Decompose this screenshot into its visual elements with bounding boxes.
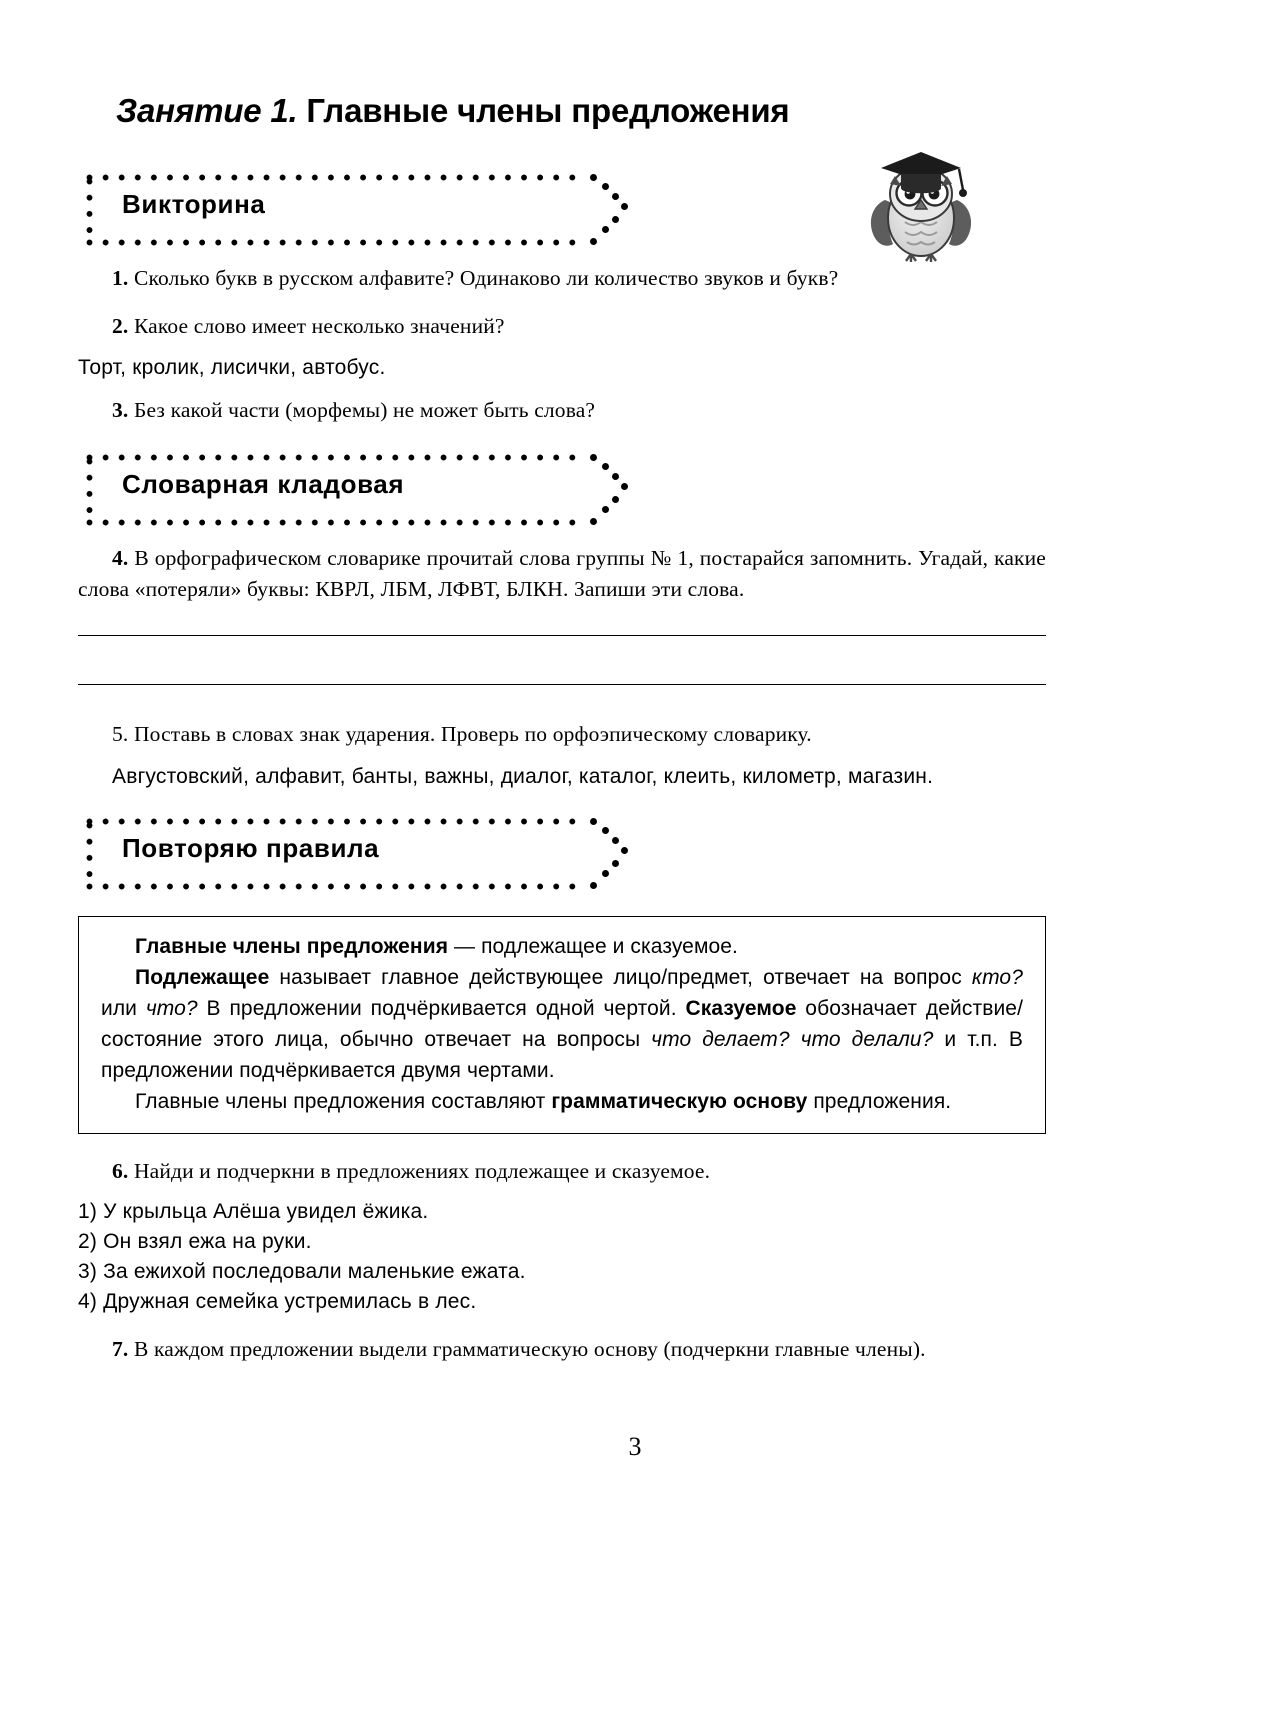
- quiz-question-1-number: 1.: [112, 266, 129, 290]
- banner-dots-bottom: [86, 519, 578, 526]
- rule-line-3-a: Главные члены предложения составляют: [135, 1090, 552, 1113]
- banner-arrow-dot: [602, 226, 609, 233]
- task-5-number: 5.: [112, 722, 129, 746]
- section-banner-vocabulary: [78, 454, 1046, 526]
- rule-question-chto: что?: [145, 997, 198, 1020]
- list-item: 4) Дружная семейка устремилась в лес.: [78, 1290, 477, 1313]
- banner-arrow-dot: [612, 473, 619, 480]
- lesson-number: Занятие 1.: [116, 92, 298, 129]
- rule-question-kto: кто?: [971, 966, 1023, 989]
- banner-arrow-dot: [612, 496, 619, 503]
- rule-question-chto-delaet: что делает? что делали?: [651, 1028, 934, 1051]
- quiz-question-2-number: 2.: [112, 314, 129, 338]
- banner-arrow-dot: [612, 193, 619, 200]
- banner-arrow-dot: [590, 518, 597, 525]
- quiz-question-3: [78, 395, 1046, 426]
- page-title: [116, 92, 1046, 130]
- rule-line-2-a: называет главное действующее лицо/предмет, отвечает на вопрос: [269, 966, 972, 989]
- banner-arrow-dot: [602, 827, 609, 834]
- banner-arrow-dot: [612, 860, 619, 867]
- rule-line-3-b: предложения.: [807, 1090, 952, 1113]
- banner-dots-top: [86, 174, 578, 181]
- task-7-number: 7.: [112, 1337, 129, 1361]
- banner-arrow-dot: [590, 882, 597, 889]
- banner-arrow-dot: [590, 174, 597, 181]
- rule-line-2-e: и т.п. В предложении подчёркивается двумя чертами.: [101, 1028, 1023, 1082]
- rule-box: [78, 916, 1046, 1134]
- banner-dots-left: [86, 822, 93, 886]
- task-6-text: Найди и подчеркни в предложениях подлежащее и сказуемое.: [128, 1159, 711, 1183]
- answer-lines-task-4: [78, 635, 1046, 685]
- task-5-text: Поставь в словах знак ударения. Проверь по орфоэпическому словарику.: [128, 722, 812, 746]
- task-7: [78, 1334, 1046, 1365]
- quiz-question-1-text: Сколько букв в русском алфавите? Одинаково ли количество звуков и букв?: [128, 266, 839, 290]
- answer-line[interactable]: [78, 684, 1046, 685]
- task-5: [78, 719, 1046, 750]
- banner-arrow-dot: [602, 183, 609, 190]
- task-4-number: 4.: [112, 546, 129, 570]
- quiz-question-1: [78, 263, 1046, 294]
- rule-term-main-members: Главные члены предложения: [135, 935, 449, 958]
- page-content: [78, 92, 1046, 1365]
- banner-arrow-dot: [590, 454, 597, 461]
- quiz-question-2-text: Какое слово имеет несколько значений?: [128, 314, 505, 338]
- page-number: 3: [628, 1432, 642, 1461]
- banner-label-quiz: Викторина: [122, 189, 266, 219]
- rule-line-3: [101, 1086, 1023, 1117]
- banner-arrow-dot: [612, 216, 619, 223]
- task-5-words: Августовский, алфавит, банты, важны, диалог, каталог, клеить, километр, магазин.: [112, 765, 934, 788]
- task-6-sentence-list: [78, 1197, 1046, 1317]
- rule-line-1-rest: — подлежащее и сказуемое.: [448, 935, 738, 958]
- banner-arrow-dot: [621, 203, 628, 210]
- quiz-question-3-number: 3.: [112, 398, 129, 422]
- banner-dots-bottom: [86, 883, 578, 890]
- banner-label-rules: Повторяю правила: [122, 833, 380, 863]
- quiz-question-2-words: Торт, кролик, лисички, автобус.: [78, 356, 386, 379]
- banner-dots-top: [86, 818, 578, 825]
- rule-line-2-b: или: [101, 997, 146, 1020]
- banner-label-vocabulary: Словарная кладовая: [122, 469, 405, 499]
- banner-dots-bottom: [86, 239, 578, 246]
- answer-line[interactable]: [78, 635, 1046, 636]
- rule-term-grammatical-basis: грамматическую основу: [551, 1090, 808, 1113]
- list-item: 2) Он взял ежа на руки.: [78, 1230, 312, 1253]
- banner-dots-left: [86, 178, 93, 242]
- banner-dots-left: [86, 458, 93, 522]
- rule-line-2-c: В предложении подчёркивается одной чертой.: [197, 997, 686, 1020]
- rule-line-1: [101, 931, 1023, 962]
- section-banner-rules: [78, 818, 1046, 890]
- section-banner-quiz: [78, 174, 1046, 246]
- task-4: [78, 543, 1046, 605]
- task-6-number: 6.: [112, 1159, 129, 1183]
- list-item: 3) За ежихой последовали маленькие ежата.: [78, 1260, 526, 1283]
- rule-line-2: [101, 962, 1023, 1086]
- lesson-heading: Главные члены предложения: [297, 92, 790, 129]
- banner-arrow-dot: [602, 870, 609, 877]
- banner-arrow-dot: [590, 238, 597, 245]
- banner-arrow-dot: [590, 818, 597, 825]
- banner-arrow-dot: [621, 847, 628, 854]
- quiz-question-2: [78, 311, 1046, 342]
- task-4-text: В орфографическом словарике прочитай слова группы № 1, постарайся запомнить. Угадай, какие слова «потеряли» буквы: КВРЛ, ЛБМ, ЛФВТ, БЛКН. Запиши эти слова.: [78, 546, 1046, 601]
- banner-arrow-dot: [602, 506, 609, 513]
- task-7-text: В каждом предложении выдели грамматическую основу (подчеркни главные члены).: [128, 1337, 926, 1361]
- quiz-question-3-text: Без какой части (морфемы) не может быть слова?: [128, 398, 596, 422]
- banner-arrow-dot: [621, 483, 628, 490]
- banner-dots-top: [86, 454, 578, 461]
- list-item: 1) У крыльца Алёша увидел ёжика.: [78, 1200, 429, 1223]
- rule-term-predicate: Сказуемое: [685, 997, 797, 1020]
- task-6: [78, 1156, 1046, 1187]
- banner-arrow-dot: [612, 837, 619, 844]
- banner-arrow-dot: [602, 463, 609, 470]
- rule-term-subject: Подлежащее: [135, 966, 270, 989]
- rule-line-2-d: обозначает действие/состояние этого лица, обычно отвечает на вопросы: [101, 997, 1024, 1051]
